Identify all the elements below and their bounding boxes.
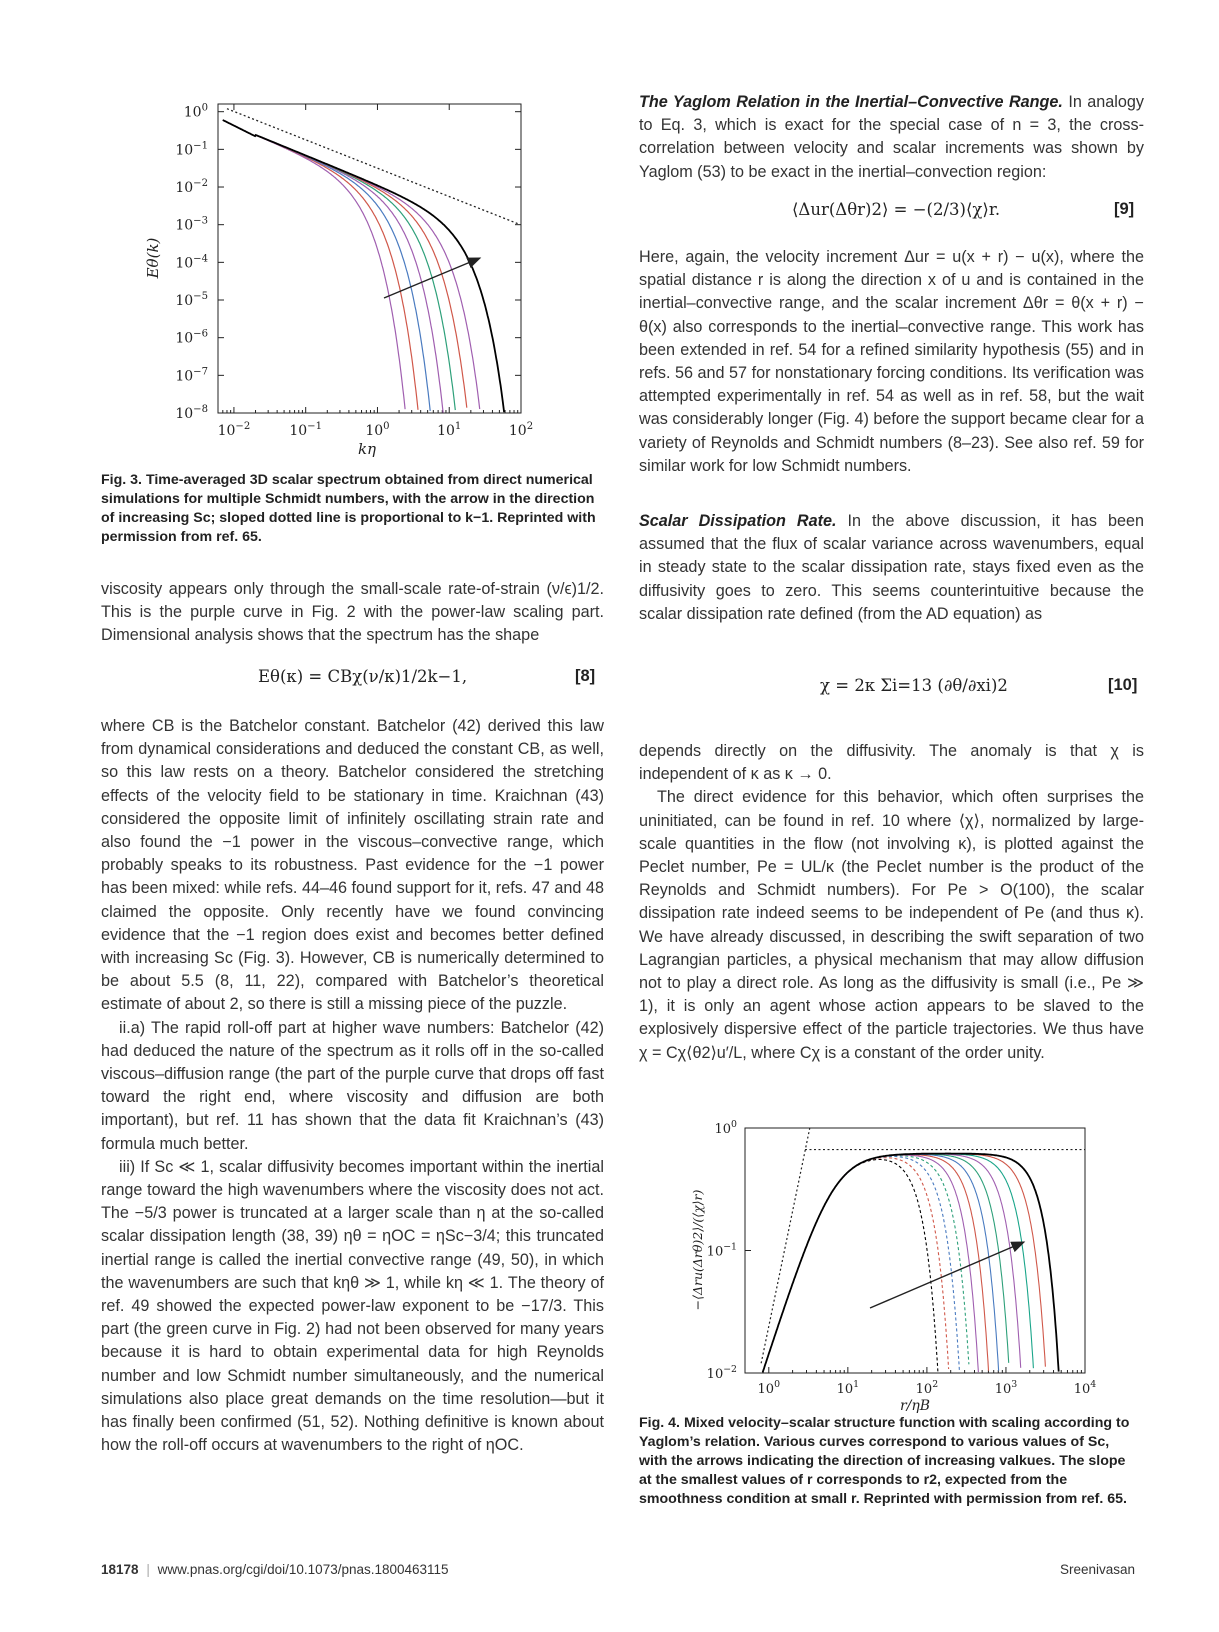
left-paragraph-4: iii) If Sc ≪ 1, scalar diffusivity becomes important within the inertial range toward the high wavenumbers where the viscosity does not act. The −5/3 power is truncated at a larger scale than η at the so-called scalar dissipation length (38, 39) ηθ = ηOC = ηSc−3/4; this truncated inertial range is called the inertial convective range (49, 50), in which the wavenumbers are such that kηθ ≫ 1, while kη ≪ 1. The theory of ref. 49 showed the expected power-law exponent to be −17/3. This part (the green curve in Fig. 2) had not been observed for many years because it is hard to obtain experimental data for high Reynolds number and low Schmidt number simultaneously, and the numerical simulations also place great demands on the time resolution—but it has finally been confirmed (51, 52). Nothing definitive is known about how the roll-off occurs at wavenumbers to the right of ηOC. — [101, 1157, 604, 1455]
equation-10-number: [10] — [1108, 676, 1138, 694]
right-column-top — [639, 91, 1144, 184]
footer-separator: | — [146, 1562, 150, 1577]
fig4-curve-1 — [763, 1160, 938, 1373]
fig4-curve-5 — [763, 1155, 979, 1372]
fig3-curve-6 — [223, 120, 467, 408]
fig3-y-tick-label: $10^{-7}$ — [175, 366, 208, 385]
left-column-top — [101, 578, 604, 648]
section-heading-yaglom: The Yaglom Relation in the Inertial–Convective Range. — [639, 93, 1063, 111]
figure-4 — [690, 1118, 1110, 1423]
fig3-y-tick-label: $10^{-6}$ — [175, 328, 208, 347]
fig4-x-tick-label: $10^1$ — [836, 1379, 860, 1397]
fig3-y-tick-label: $10^{-2}$ — [175, 178, 208, 197]
right-paragraph-3-text: In the above discussion, it has been assumed that the flux of scalar variance across wavenumbers, equal in steady state to the scalar dissipation rate, stays fixed even as the diffusivity goes to zero. This seems counterintuitive because the scalar dissipation rate defined (from the AD equation) as — [639, 512, 1144, 623]
fig4-y-tick-label: $10^0$ — [714, 1119, 737, 1137]
fig3-x-tick-label: $10^0$ — [365, 421, 390, 439]
fig3-plot-frame — [218, 104, 521, 413]
figure-3 — [140, 96, 560, 471]
fig3-x-axis-label: kη — [357, 440, 377, 458]
right-paragraph-3 — [639, 510, 1144, 626]
fig4-x-tick-label: $10^2$ — [915, 1379, 939, 1397]
page-number: 18178 — [101, 1562, 139, 1577]
fig3-y-tick-label: $10^0$ — [183, 102, 208, 121]
fig4-curve-4 — [763, 1156, 969, 1373]
equation-9: ⟨Δur(Δθr)2⟩ = −(2/3)⟨χ⟩r. — [792, 200, 1001, 219]
fig4-curve-6 — [763, 1155, 989, 1373]
fig3-curve-7 — [223, 120, 480, 409]
fig3-x-tick-label: $10^{-2}$ — [217, 421, 251, 439]
figure-4-chart — [690, 1118, 1110, 1418]
left-paragraph-1: viscosity appears only through the small-scale rate-of-strain (ν/ϵ)1/2. This is the purple curve in Fig. 2 with the power-law scaling part. Dimensional analysis shows that the spectrum has the shape — [101, 580, 604, 645]
author-name: Sreenivasan — [1060, 1562, 1136, 1577]
fig4-curve-3 — [763, 1156, 960, 1372]
fig4-x-tick-label: $10^4$ — [1073, 1379, 1097, 1397]
fig3-x-tick-label: $10^1$ — [437, 421, 462, 439]
right-paragraph-4: depends directly on the diffusivity. The anomaly is that χ is independent of κ as κ → 0. — [639, 742, 1144, 784]
fig4-y-tick-label: $10^{-2}$ — [706, 1364, 737, 1382]
fig4-curve-2 — [763, 1158, 949, 1373]
fig3-x-tick-label: $10^2$ — [508, 421, 534, 439]
left-paragraph-2: where CB is the Batchelor constant. Batchelor (42) derived this law from dynamical considerations and deduced the constant CB, as well, so this law rests on a theory. Batchelor considered the stretching effects of the velocity field to be stationary in time. Kraichnan (43) considered the opposite limit of infinitely oscillating strain rate and also found the −1 power in the viscous–convective range, which probably speaks to its robustness. Past evidence for the −1 power has been mixed: while refs. 44–46 found support for it, refs. 47 and 48 claimed the opposite. Only recently have we found convincing evidence that the −1 region does exist and becomes better defined with increasing Sc (Fig. 3). However, CB is numerically determined to be about 5.5 (8, 11, 22), compared with Batchelor’s theoretical estimate of about 2, so there is still a missing piece of the puzzle. — [101, 717, 604, 1014]
fig3-y-axis-label: Eθ(k) — [144, 237, 162, 279]
right-column-bottom — [639, 740, 1144, 1065]
equation-8-number: [8] — [575, 667, 596, 685]
right-paragraph-2: Here, again, the velocity increment Δur = u(x + r) − u(x), where the spatial distance r is along the direction x of u and is contained in the inertial–convective range, and the scalar increment Δθr = θ(x + r) − θ(x) also corresponds to the inertial–convective range. This work has been extended in ref. 54 for a refined similarity hypothesis (55) and in refs. 56 and 57 for nonstationary forcing conditions. Its verification was attempted experimentally in ref. 54 as well as in ref. 58, but the wait was considerably longer (Fig. 4) before the support became clear for a variety of Reynolds and Schmidt numbers (8–23). See also ref. 59 for similar work for low Schmidt numbers. — [639, 248, 1144, 475]
doi-link[interactable]: www.pnas.org/cgi/doi/10.1073/pnas.1800463115 — [157, 1562, 449, 1577]
figure-3-chart — [140, 96, 560, 466]
equation-9-number: [9] — [1114, 200, 1135, 218]
fig3-y-tick-label: $10^{-4}$ — [175, 253, 208, 272]
fig4-y-tick-label: $10^{-1}$ — [706, 1241, 737, 1260]
left-paragraph-3: ii.a) The rapid roll-off part at higher wave numbers: Batchelor (42) had deduced the nature of the spectrum as it rolls off in the so-called viscous–diffusion range (the part of the purple curve that drops off fast toward the right end, where viscosity and diffusion are both important), but ref. 11 has shown that the data fit Kraichnan’s (43) formula much better. — [101, 1018, 604, 1153]
fig4-x-tick-label: $10^3$ — [994, 1379, 1018, 1397]
fig4-y-axis-label: −⟨Δru(Δrθ)2⟩/(⟨χ⟩r) — [690, 1189, 705, 1311]
fig3-curve-4 — [223, 120, 443, 413]
fig3-slope-reference-line — [227, 109, 518, 224]
fig3-x-tick-label: $10^{-1}$ — [289, 421, 323, 439]
fig3-y-tick-label: $10^{-1}$ — [175, 140, 208, 159]
page-footer-left — [101, 1562, 449, 1577]
section-heading-scalar-dissipation: Scalar Dissipation Rate. — [639, 512, 837, 530]
right-column-mid — [639, 246, 1144, 478]
right-paragraph-1-text: In analogy to Eq. 3, which is exact for the special case of n = 3, the cross-correlation between velocity and scalar increments was shown by Yaglom (53) to be exact in the inertial–convection region: — [639, 93, 1144, 181]
equation-8: Eθ(κ) = CBχ(ν/κ)1/2k−1, — [258, 667, 468, 686]
figure-3-caption — [101, 471, 599, 547]
fig4-curve-9 — [763, 1154, 1021, 1373]
fig4-curve-11 — [763, 1154, 1046, 1373]
figure-3-caption-text: Time-averaged 3D scalar spectrum obtained from direct numerical simulations for multiple Schmidt numbers, with the arrow in the direction of increasing Sc; sloped dotted line is proportional to k−1. Reprinted with permission from ref. 65. — [101, 472, 596, 545]
fig3-y-tick-label: $10^{-8}$ — [175, 404, 208, 422]
equation-10: χ = 2κ Σi=13 (∂θ/∂xi)2 — [820, 676, 1008, 695]
fig4-curve-10 — [763, 1154, 1034, 1373]
fig4-curve-12 — [763, 1154, 1059, 1373]
fig4-increasing-values-arrow — [870, 1242, 1024, 1308]
fig3-increasing-sc-arrow — [384, 258, 480, 298]
fig4-plot-frame — [745, 1128, 1085, 1373]
fig3-y-tick-label: $10^{-5}$ — [175, 291, 208, 310]
fig3-curve-1 — [223, 120, 405, 409]
right-paragraph-5: The direct evidence for this behavior, which often surprises the uninitiated, can be found in ref. 10 where ⟨χ⟩, normalized by large-scale quantities in the flow (not involving κ), is plotted against the Peclet number, Pe = UL/κ (the Peclet number is the product of the Reynolds and Schmidt numbers). For Pe > O(100), the scalar dissipation rate indeed seems to be independent of Pe (and thus κ). We have already discussed, in describing the swift separation of two Lagrangian particles, a physical mechanism that may allow diffusion not to play a direct role. As long as the diffusivity is small (i.e., Pe ≫ 1), it is only an agent whose action appears to be slaved to the explosively dispersive effect of the particle trajectories. We thus have χ = Cχ⟨θ2⟩u′/L, where Cχ is a constant of the order unity. — [639, 788, 1144, 1062]
figure-4-caption-label: Fig. 4. — [639, 1415, 680, 1431]
fig4-r2-reference-line — [761, 1128, 810, 1363]
left-column-main — [101, 715, 604, 1458]
right-paragraph-1 — [639, 91, 1144, 184]
fig3-y-tick-label: $10^{-3}$ — [175, 215, 208, 234]
figure-4-caption-text: Mixed velocity–scalar structure function with scaling according to Yaglom’s relation. Various curves correspond to various values of Sc, with the arrows indicating the direction of increasing valkues. The slope at the smallest values of r corresponds to r2, expected from the smoothness condition at small r. Reprinted with permission from ref. 65. — [639, 1415, 1130, 1507]
right-column-dissipation — [639, 510, 1144, 626]
fig3-curve-5 — [223, 120, 455, 410]
fig4-x-axis-label: r/ηB — [899, 1398, 931, 1414]
figure-4-caption — [639, 1414, 1139, 1509]
fig4-x-tick-label: $10^0$ — [757, 1379, 781, 1397]
figure-3-caption-label: Fig. 3. — [101, 472, 142, 488]
